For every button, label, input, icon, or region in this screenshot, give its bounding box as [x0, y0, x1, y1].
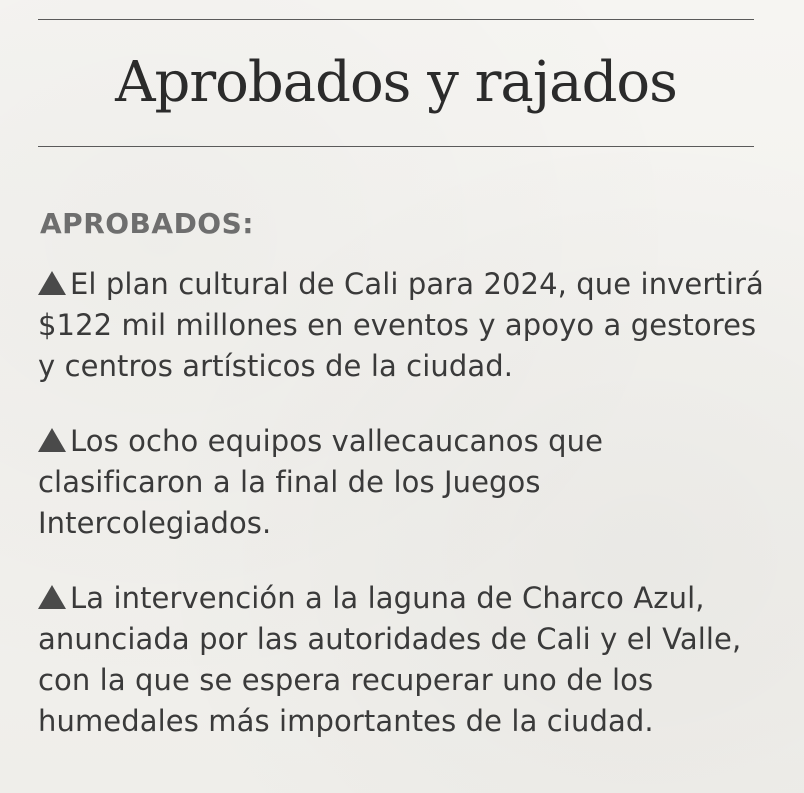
triangle-up-icon	[38, 271, 66, 295]
section-label: APROBADOS:	[40, 207, 254, 240]
item-text: La intervención a la laguna de Charco Azul, anunciada por las autoridades de Cali y el Valle, con la que se espera recuperar uno de los humedales más importantes de la ciudad.	[38, 581, 742, 738]
top-rule	[38, 19, 754, 20]
item-text: El plan cultural de Cali para 2024, que invertirá $122 mil millones en eventos y apoyo a gestores y centros artísticos de la ciudad.	[38, 267, 764, 383]
item-text: Los ocho equipos vallecaucanos que clasificaron a la final de los Juegos Intercolegiados.	[38, 424, 604, 540]
approved-list	[38, 264, 768, 742]
list-item	[38, 578, 768, 742]
triangle-up-icon	[38, 585, 66, 609]
headline: Aprobados y rajados	[115, 50, 677, 115]
list-item	[38, 421, 768, 544]
bottom-rule	[38, 146, 754, 147]
list-item	[38, 264, 768, 387]
triangle-up-icon	[38, 428, 66, 452]
